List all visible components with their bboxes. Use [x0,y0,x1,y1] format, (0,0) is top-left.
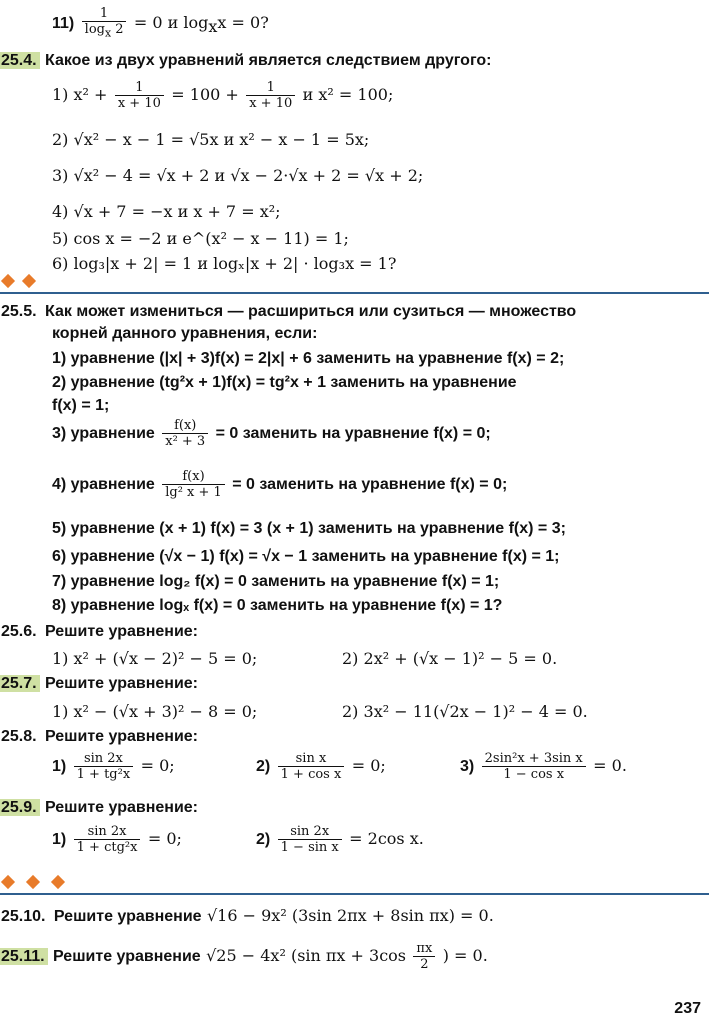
item: 2) уравнение (tg²x + 1)f(x) = tg²x + 1 заменить на уравнение [52,374,517,391]
problem-25-8-header: 25.8. Решите уравнение: [1,728,199,745]
diamond-icon [1,875,15,889]
item: 5) cos x = −2 и e^(x² − x − 11) = 1; [52,229,349,248]
problem-title: Какое из двух уравнений является следствием другого: [45,52,492,69]
problem-25-6-header: 25.6. Решите уравнение: [1,623,199,640]
item-11: 11) $\frac{1}{\log_x 2}$ = 0 и $\log_xx = 0$? [52,6,269,40]
fraction: $\frac{1}{\log_x 2}$ [82,6,127,41]
item: 2) $\frac{\text{sin x}}{\text{1 + cos x}}$ = 0; [256,751,386,782]
item: 4) √x + 7 = −x и x + 7 = x²; [52,202,281,221]
problem-25-11: 25.11. Решите уравнение √25 − 4x² (sin πx + 3cos $\frac{\pi x}{2}$ ) = 0. [1,941,488,972]
problem-25-5-header: 25.5. Как может измениться — расшириться или сузиться — множество [1,303,577,320]
problem-25-9-header: 25.9. Решите уравнение: [1,799,199,816]
diamond-icon [22,274,36,288]
item: 3) $\frac{\text{2sin²x + 3sin x}}{\text{1 − cos x}}$ = 0. [460,751,627,782]
problem-25-7-header: 25.7. Решите уравнение: [1,675,199,692]
item: 1) $\frac{\sin 2x}{\text{1 + tg²x}}$ = 0; [52,751,175,782]
diamond-icon [26,875,40,889]
problem-25-4-header [0,49,492,72]
item: 1) $\frac{\sin 2x}{\text{1 + ctg²x}}$ = 0; [52,824,182,855]
problem-25-10: 25.10. Решите уравнение √16 − 9x² (3sin 2πx + 8sin πx) = 0. [1,906,494,925]
divider [0,292,709,294]
item: 3) √x² − 4 = √x + 2 и √x − 2·√x + 2 = √x + 2; [52,166,424,185]
item: 1) уравнение (|x| + 3)f(x) = 2|x| + 6 заменить на уравнение f(x) = 2; [52,350,565,367]
item: 6) уравнение (√x − 1) f(x) = √x − 1 заменить на уравнение f(x) = 1; [52,548,560,565]
page-number: 237 [674,1000,701,1017]
item: 4) уравнение $\frac{f(x)}{\text{lg² x + 1}}$ = 0 заменить на уравнение f(x) = 0; [52,469,508,500]
problem-number: 25.4. [0,52,40,69]
item: 2) $\frac{\sin 2x}{\text{1 − sin x}}$ = 2cos x. [256,824,424,855]
item: 8) уравнение logₓ f(x) = 0 заменить на уравнение f(x) = 1? [52,597,503,614]
diamond-icon [1,274,15,288]
item: 5) уравнение (x + 1) f(x) = 3 (x + 1) заменить на уравнение f(x) = 3; [52,520,566,537]
item: 7) уравнение log₂ f(x) = 0 заменить на уравнение f(x) = 1; [52,573,500,590]
item: 6) log₃|x + 2| = 1 и logₓ|x + 2| · log₃x = 1? [52,254,397,273]
item: 1) x² + $\frac{1}{x + 10}$ = 100 + $\frac{1}{x + 10}$ и x² = 100; [52,80,394,111]
divider [0,893,709,895]
item: 3) уравнение $\frac{f(x)}{\text{x² + 3}}$ = 0 заменить на уравнение f(x) = 0; [52,418,491,449]
item: 2) √x² − x − 1 = √5x и x² − x − 1 = 5x; [52,130,370,149]
diamond-icon [51,875,65,889]
